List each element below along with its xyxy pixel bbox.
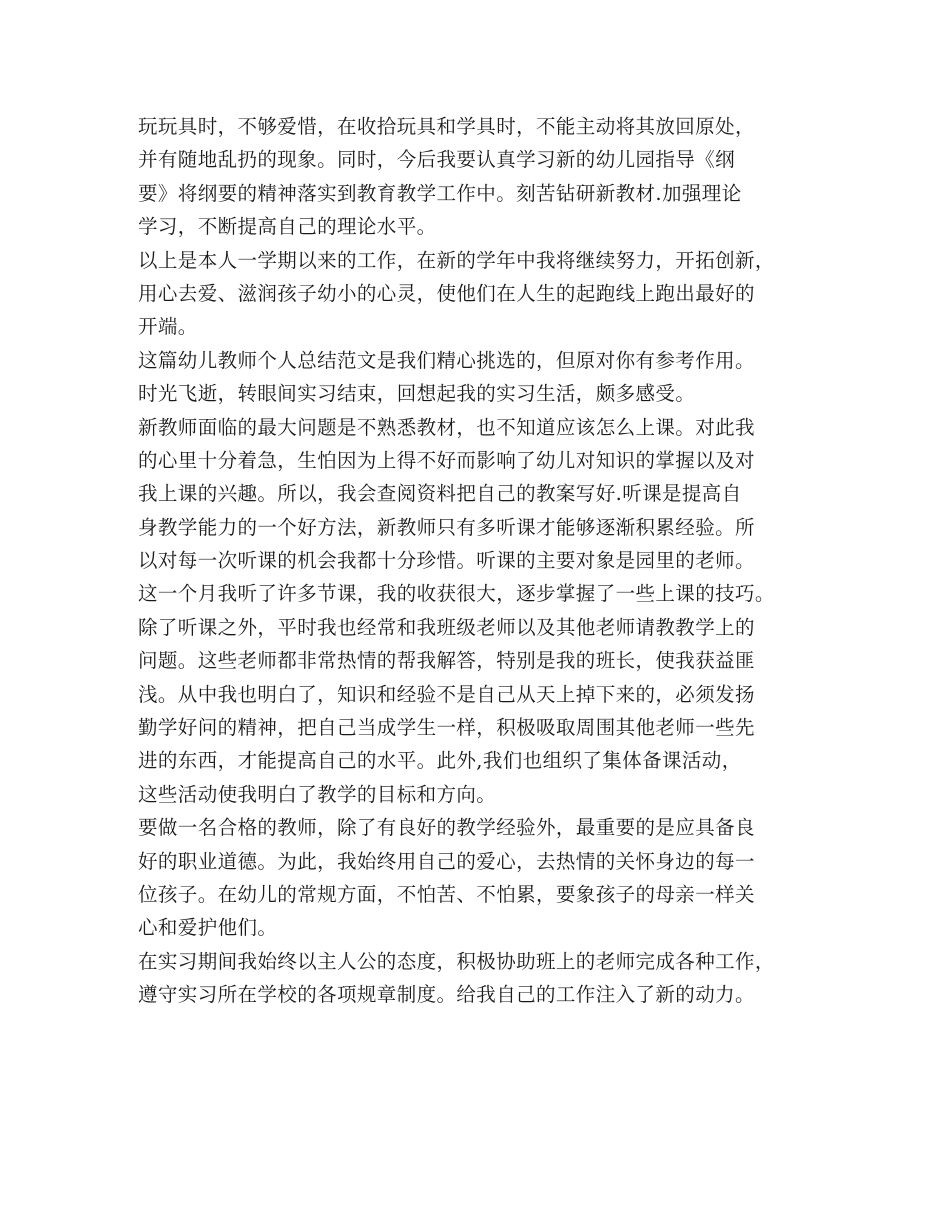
text-line: 问题。这些老师都非常热情的帮我解答，特别是我的班长，使我获益匪 (138, 649, 755, 673)
text-line: 进的东西，才能提高自己的水平。此外,我们也组织了集体备课活动， (138, 749, 742, 773)
text-line: 勤学好问的精神，把自己当成学生一样，积极吸取周围其他老师一些先 (138, 716, 755, 740)
text-line: 遵守实习所在学校的各项规章制度。给我自己的工作注入了新的动力。 (138, 983, 755, 1007)
text-line: 身教学能力的一个好方法，新教师只有多听课才能够逐渐积累经验。所 (138, 515, 755, 539)
text-line: 浅。从中我也明白了，知识和经验不是自己从天上掉下来的，必须发扬 (138, 682, 755, 706)
text-line: 这篇幼儿教师个人总结范文是我们精心挑选的，但原对你有参考作用。 (138, 348, 755, 372)
text-line: 以对每一次听课的机会我都十分珍惜。听课的主要对象是园里的老师。 (138, 549, 755, 573)
document-body (138, 110, 828, 1012)
text-line: 在实习期间我始终以主人公的态度，积极协助班上的老师完成各种工作， (138, 949, 775, 973)
text-line: 这些活动使我明白了教学的目标和方向。 (138, 782, 497, 806)
text-line: 我上课的兴趣。所以，我会查阅资料把自己的教案写好.听课是提高自 (138, 482, 742, 506)
text-line: 要》将纲要的精神落实到教育教学工作中。刻苦钻研新教材.加强理论 (138, 181, 742, 205)
text-line: 除了听课之外，平时我也经常和我班级老师以及其他老师请教教学上的 (138, 615, 755, 639)
text-line: 位孩子。在幼儿的常规方面，不怕苦、不怕累，要象孩子的母亲一样关 (138, 882, 755, 906)
text-line: 心和爱护他们。 (138, 916, 278, 940)
text-line: 学习，不断提高自己的理论水平。 (138, 215, 437, 239)
text-line: 新教师面临的最大问题是不熟悉教材，也不知道应该怎么上课。对此我 (138, 415, 755, 439)
text-line: 这一个月我听了许多节课，我的收获很大，逐步掌握了一些上课的技巧。 (138, 582, 775, 606)
text-line: 以上是本人一学期以来的工作，在新的学年中我将继续努力，开拓创新， (138, 248, 775, 272)
text-line: 时光飞逝，转眼间实习结束，回想起我的实习生活，颇多感受。 (138, 382, 696, 406)
text-line: 开端。 (138, 315, 198, 339)
text-line: 并有随地乱扔的现象。同时，今后我要认真学习新的幼儿园指导《纲 (138, 148, 736, 172)
text-line: 要做一名合格的教师，除了有良好的教学经验外，最重要的是应具备良 (138, 816, 755, 840)
text-line: 用心去爱、滋润孩子幼小的心灵，使他们在人生的起跑线上跑出最好的 (138, 281, 755, 305)
text-line: 的心里十分着急，生怕因为上得不好而影响了幼儿对知识的掌握以及对 (138, 448, 755, 472)
text-line: 玩玩具时，不够爱惜，在收拾玩具和学具时，不能主动将其放回原处， (138, 115, 755, 138)
text-line: 好的职业道德。为此，我始终用自己的爱心，去热情的关怀身边的每一 (138, 849, 755, 873)
